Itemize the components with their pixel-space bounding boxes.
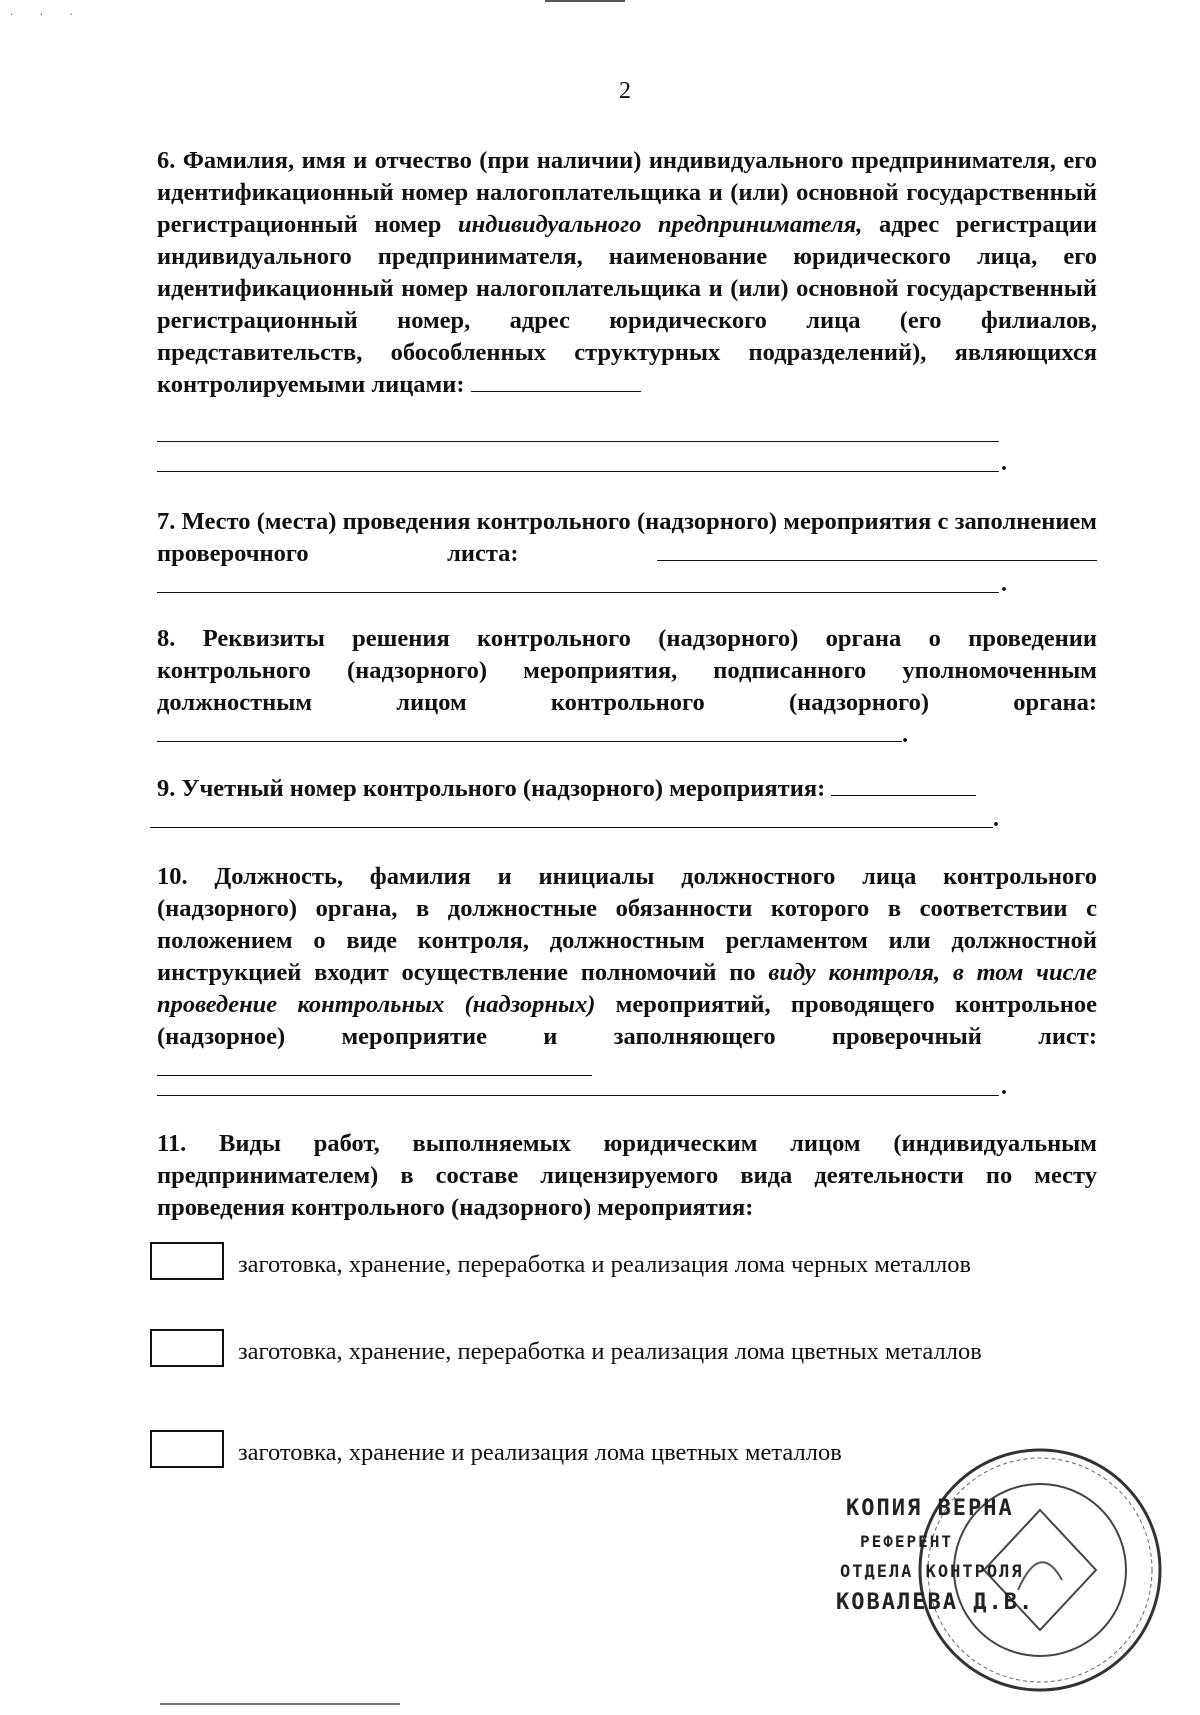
section-6-fill-inline[interactable] xyxy=(471,371,641,392)
section-7 xyxy=(157,506,1097,570)
stamp-line-4: КОВАЛЕВА Д.В. xyxy=(836,1590,1035,1615)
bottom-edge-mark xyxy=(160,1703,400,1705)
section-10 xyxy=(157,861,1097,1085)
section-8 xyxy=(157,623,1097,751)
section-10-line-end: . xyxy=(1001,1074,1007,1100)
section-6-text-italic: индивидуального предпринимателя, xyxy=(458,211,863,238)
section-9-fill-line[interactable] xyxy=(150,827,993,828)
stamp-line-2: РЕФЕРЕНТ xyxy=(860,1532,954,1551)
stamp-line-1: КОПИЯ ВЕРНА xyxy=(846,1496,1014,1521)
section-10-text-italic: виду контроля, в том числе проведение контрольных (надзорных) xyxy=(157,959,1097,1018)
work-type-option-1 xyxy=(150,1242,1100,1281)
work-type-checkbox-2[interactable] xyxy=(150,1329,224,1367)
section-6 xyxy=(157,145,1097,401)
section-8-text: 8. Реквизиты решения контрольного (надзорного) органа о проведении контрольного (надзорного) мероприятия, подписанного уполномоченным должностным лицом контрольного (надзорного) органа: xyxy=(157,625,1097,716)
top-edge-mark xyxy=(545,0,625,2)
section-10-fill-inline[interactable] xyxy=(157,1055,592,1076)
section-11-text: 11. Виды работ, выполняемых юридическим лицом (индивидуальным предпринимателем) в составе лицензируемого вида деятельности по месту проведения контрольного (надзорного) мероприятия: xyxy=(157,1130,1097,1221)
work-type-option-3 xyxy=(150,1430,870,1469)
section-6-fill-line-2[interactable] xyxy=(157,471,999,472)
section-6-line-end: . xyxy=(1001,450,1007,476)
section-7-text: 7. Место (места) проведения контрольного (надзорного) мероприятия с заполнением проверочного листа: xyxy=(157,508,1097,567)
section-9-fill-inline[interactable] xyxy=(831,775,976,796)
page-number: 2 xyxy=(619,78,631,104)
section-10-fill-line[interactable] xyxy=(157,1095,999,1096)
work-type-checkbox-1[interactable] xyxy=(150,1242,224,1280)
section-11 xyxy=(157,1128,1097,1224)
work-type-label-3: заготовка, хранение и реализация лома цветных металлов xyxy=(238,1439,842,1466)
official-stamp xyxy=(836,1440,1170,1710)
section-9-line-end: . xyxy=(993,806,999,832)
work-type-checkbox-3[interactable] xyxy=(150,1430,224,1468)
scan-specks: · · · xyxy=(10,10,85,21)
section-6-text-a: 6. Фамилия, имя и отчество (при наличии) индивидуального предпринимателя, его идентификационный номер налогоплательщика и (или) основной государственный регистрационный номер xyxy=(157,147,1097,238)
work-type-label-2: заготовка, хранение, переработка и реализация лома цветных металлов xyxy=(238,1338,982,1365)
section-8-line-end: . xyxy=(902,721,909,748)
section-7-fill-inline[interactable] xyxy=(657,540,1097,561)
section-6-fill-line-1[interactable] xyxy=(157,441,999,442)
section-10-text-a: 10. Должность, фамилия и инициалы должностного лица контрольного (надзорного) органа, в должностные обязанности которого в соответствии с положением о виде контроля, должностным регламентом или должностной инструкцией входит осуществление полномочий по xyxy=(157,863,1097,986)
work-type-option-2 xyxy=(150,1329,1100,1368)
section-9-text: 9. Учетный номер контрольного (надзорного) мероприятия: xyxy=(157,775,826,802)
section-6-text-b: адрес регистрации индивидуального предпринимателя, наименование юридического лица, его идентификационный номер налогоплательщика и (или) основной государственный регистрационный номер, адрес юридического лица (его филиалов, представительств, обособленных структурных подразделений), являющихся контролируемыми лицами: xyxy=(157,211,1098,398)
section-7-fill-line[interactable] xyxy=(157,592,999,593)
section-9 xyxy=(157,773,1097,805)
section-8-fill-inline[interactable] xyxy=(157,721,902,742)
section-7-line-end: . xyxy=(1001,571,1007,597)
work-type-label-1: заготовка, хранение, переработка и реализация лома черных металлов xyxy=(238,1251,972,1278)
section-10-text-b: мероприятий, проводящего контрольное (надзорное) мероприятие и заполняющего проверочный лист: xyxy=(157,991,1097,1050)
stamp-line-3: ОТДЕЛА КОНТРОЛЯ xyxy=(840,1562,1024,1582)
